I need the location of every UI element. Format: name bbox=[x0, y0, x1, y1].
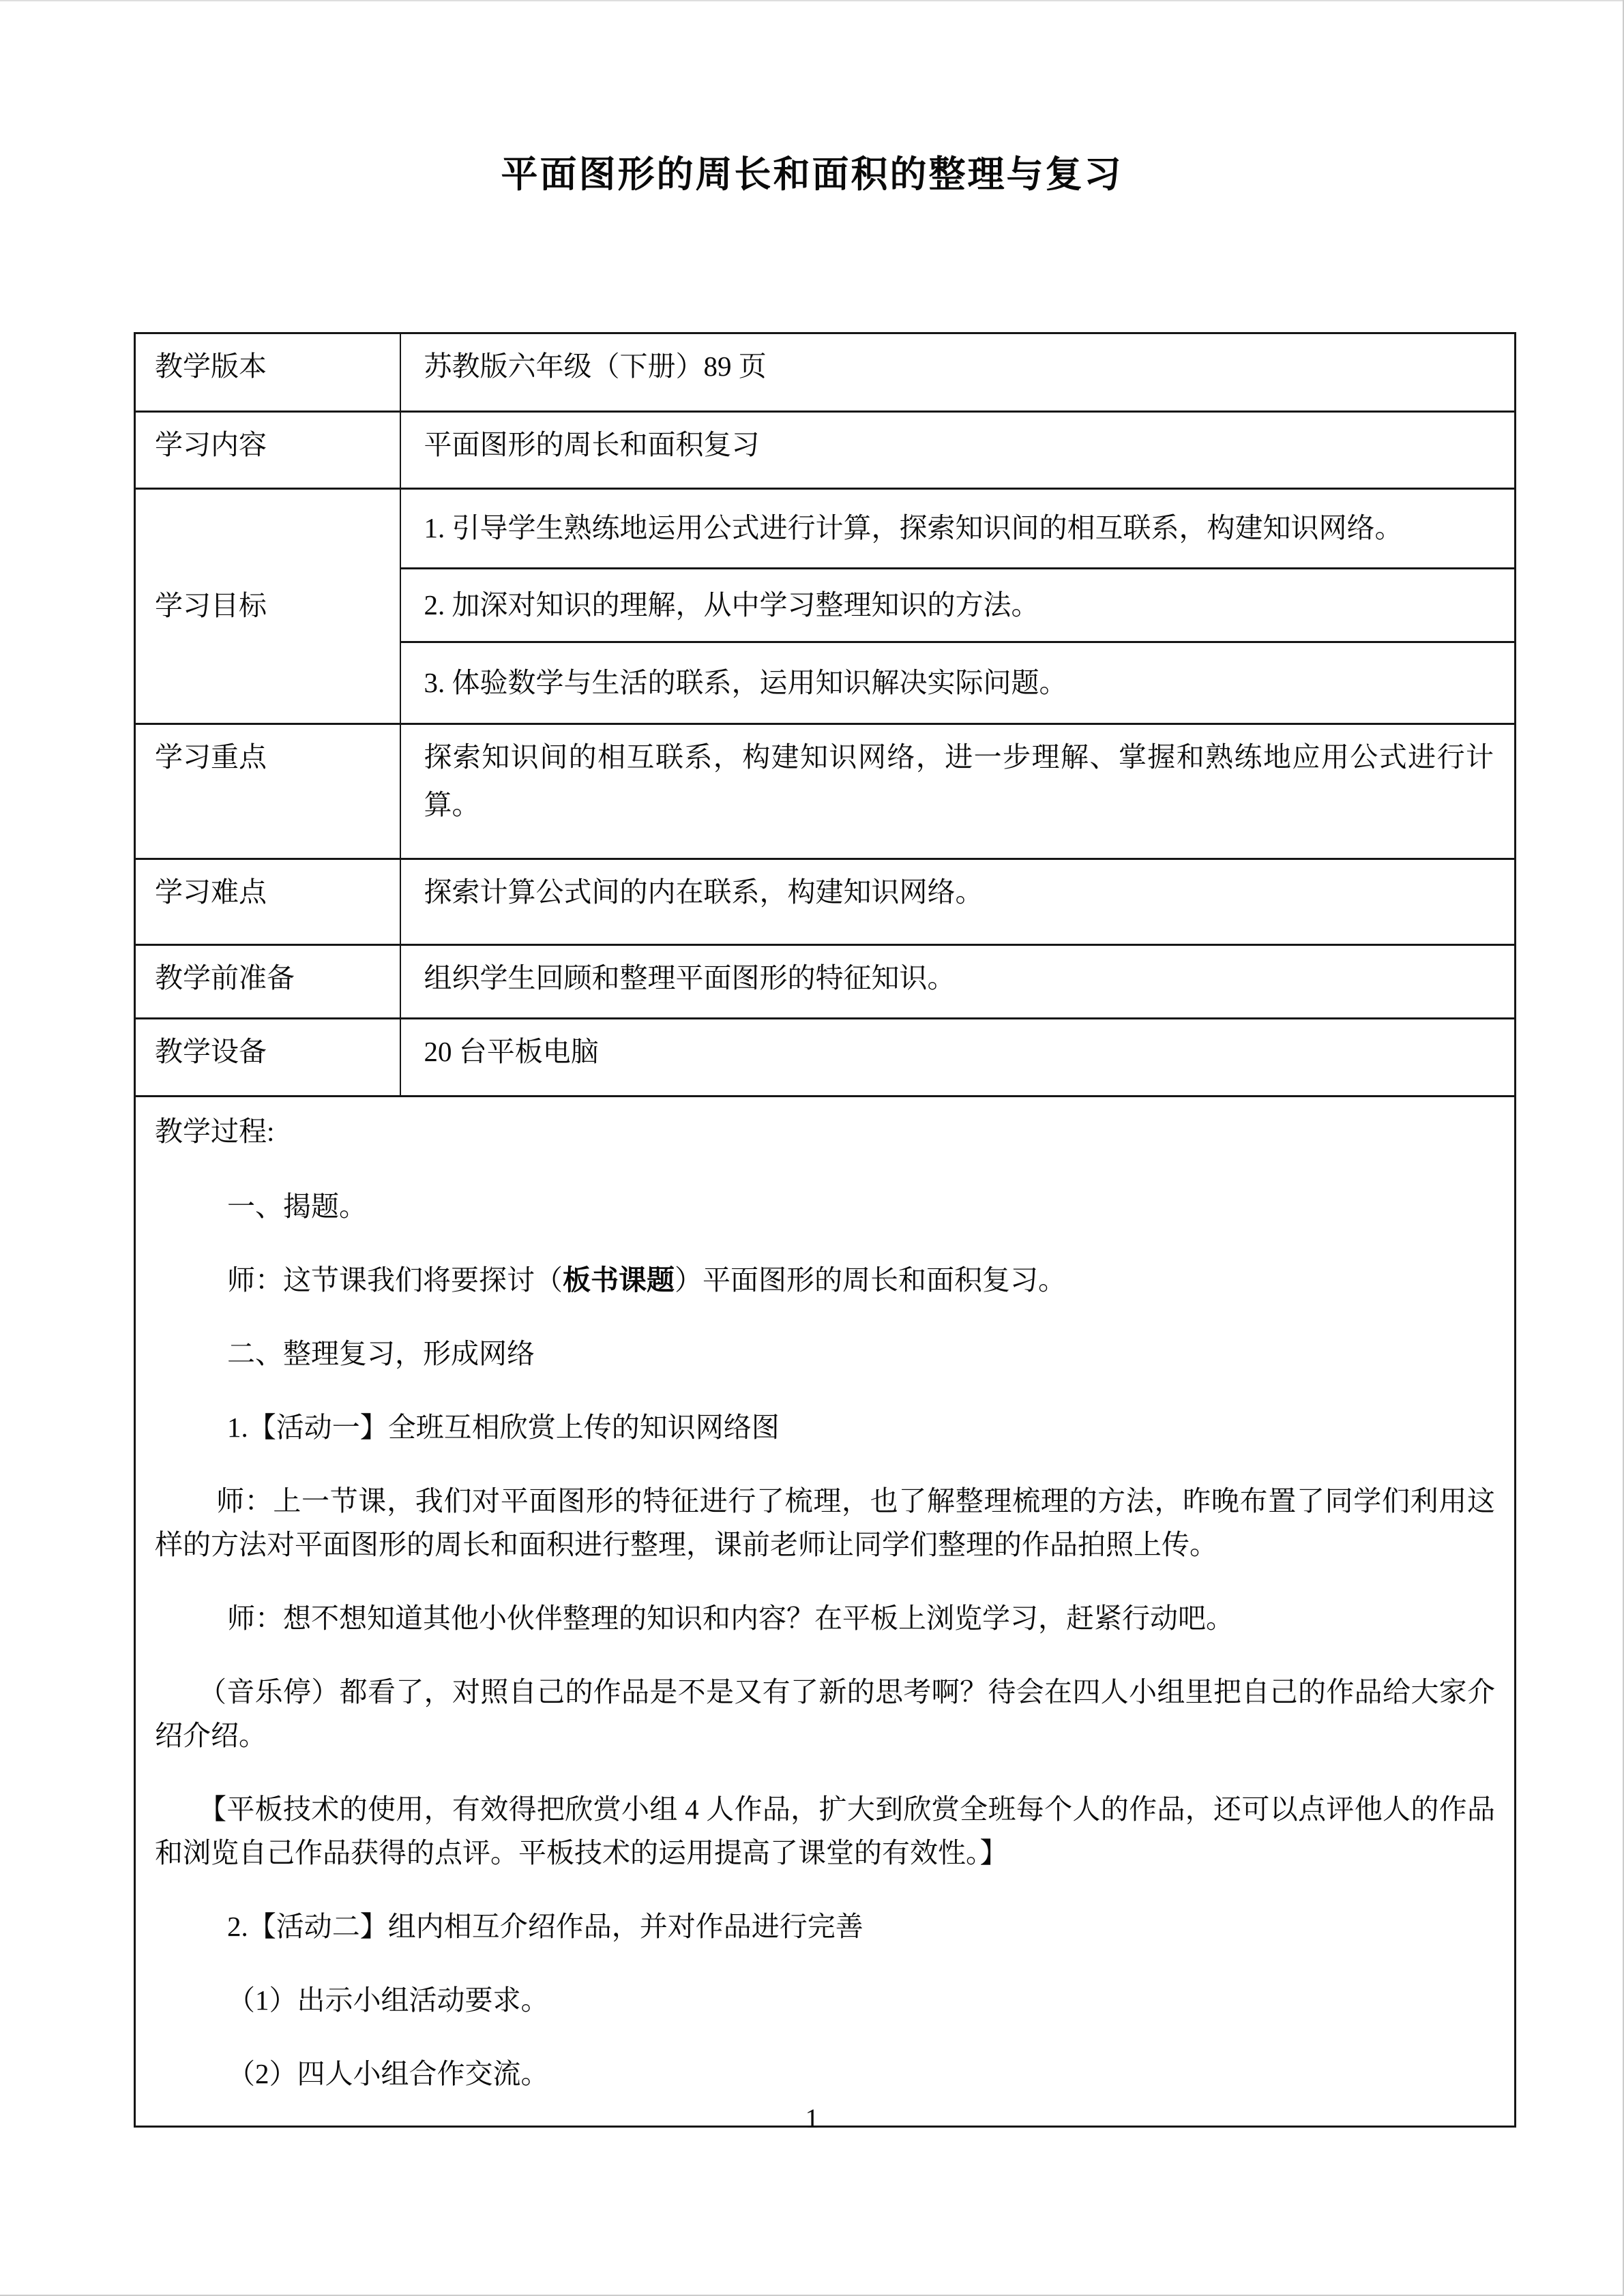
process-paragraph-8: 【平板技术的使用，有效得把欣赏小组 4 人作品，扩大到欣赏全班每个人的作品，还可以点评他人的作品和浏览自己作品获得的点评。平板技术的运用提高了课堂的有效性。】 bbox=[155, 1793, 1495, 1868]
table-row-preparation bbox=[135, 945, 1516, 1019]
process-paragraph-11: （2）四人小组合作交流。 bbox=[227, 2058, 549, 2089]
value-learning-goal-2: 2. 加深对知识的理解，从中学习整理知识的方法。 bbox=[400, 569, 1516, 642]
label-difficulties: 学习难点 bbox=[135, 859, 400, 945]
process-paragraph-10: （1）出示小组活动要求。 bbox=[227, 1984, 549, 2016]
process-paragraph-7: （音乐停）都看了，对照自己的作品是不是又有了新的思考啊？待会在四人小组里把自己的作品给大家介绍介绍。 bbox=[155, 1676, 1495, 1751]
value-key-points: 探索知识间的相互联系，构建知识网络，进一步理解、掌握和熟练地应用公式进行计算。 bbox=[400, 724, 1516, 859]
paragraph-segment: ）平面图形的周长和面积复习。 bbox=[675, 1264, 1066, 1296]
value-equipment: 20 台平板电脑 bbox=[400, 1019, 1516, 1097]
value-preparation: 组织学生回顾和整理平面图形的特征知识。 bbox=[400, 945, 1516, 1019]
page-number: 1 bbox=[805, 2103, 819, 2134]
table-row-learning-goal-1 bbox=[135, 489, 1516, 569]
table-row-learning-content bbox=[135, 412, 1516, 489]
process-paragraph-2 bbox=[155, 1258, 1495, 1302]
lesson-info-table bbox=[134, 332, 1516, 2128]
label-preparation: 教学前准备 bbox=[135, 945, 400, 1019]
value-learning-goal-1: 1. 引导学生熟练地运用公式进行计算，探索知识间的相互联系，构建知识网络。 bbox=[400, 489, 1516, 569]
label-teaching-edition: 教学版本 bbox=[135, 333, 400, 412]
label-key-points: 学习重点 bbox=[135, 724, 400, 859]
process-paragraph-4: 1.【活动一】全班互相欣赏上传的知识网络图 bbox=[227, 1412, 780, 1443]
scan-edge-top bbox=[0, 0, 1624, 1]
process-paragraph-5: 师：上一节课，我们对平面图形的特征进行了梳理，也了解整理梳理的方法，昨晚布置了同学们利用这样的方法对平面图形的周长和面积进行整理，课前老师让同学们整理的作品拍照上传。 bbox=[155, 1485, 1495, 1560]
process-paragraph-3: 二、整理复习，形成网络 bbox=[227, 1338, 535, 1369]
label-learning-content: 学习内容 bbox=[135, 412, 400, 489]
label-equipment: 教学设备 bbox=[135, 1019, 400, 1097]
process-paragraph-9: 2.【活动二】组内相互介绍作品，并对作品进行完善 bbox=[227, 1911, 863, 1942]
document-title: 平面图形的周长和面积的整理与复习 bbox=[501, 154, 1123, 195]
value-learning-goal-3: 3. 体验数学与生活的联系，运用知识解决实际问题。 bbox=[400, 642, 1516, 724]
table-row-equipment bbox=[135, 1019, 1516, 1097]
table-row-teaching-edition bbox=[135, 333, 1516, 412]
value-learning-content: 平面图形的周长和面积复习 bbox=[400, 412, 1516, 489]
process-paragraph-1: 一、揭题。 bbox=[227, 1191, 367, 1222]
table-row-key-points bbox=[135, 724, 1516, 859]
teaching-process-cell bbox=[135, 1097, 1516, 2127]
table-row-teaching-process bbox=[135, 1097, 1516, 2127]
paragraph-segment: 师：这节课我们将要探讨（ bbox=[227, 1264, 563, 1296]
table-row-difficulties bbox=[135, 859, 1516, 945]
value-teaching-edition: 苏教版六年级（下册）89 页 bbox=[400, 333, 1516, 412]
process-heading: 教学过程: bbox=[155, 1116, 275, 1147]
paragraph-bold-segment: 板书课题 bbox=[563, 1264, 675, 1296]
label-learning-goals: 学习目标 bbox=[135, 489, 400, 724]
value-difficulties: 探索计算公式间的内在联系，构建知识网络。 bbox=[400, 859, 1516, 945]
process-paragraph-6: 师：想不想知道其他小伙伴整理的知识和内容？在平板上浏览学习，赶紧行动吧。 bbox=[227, 1602, 1234, 1634]
